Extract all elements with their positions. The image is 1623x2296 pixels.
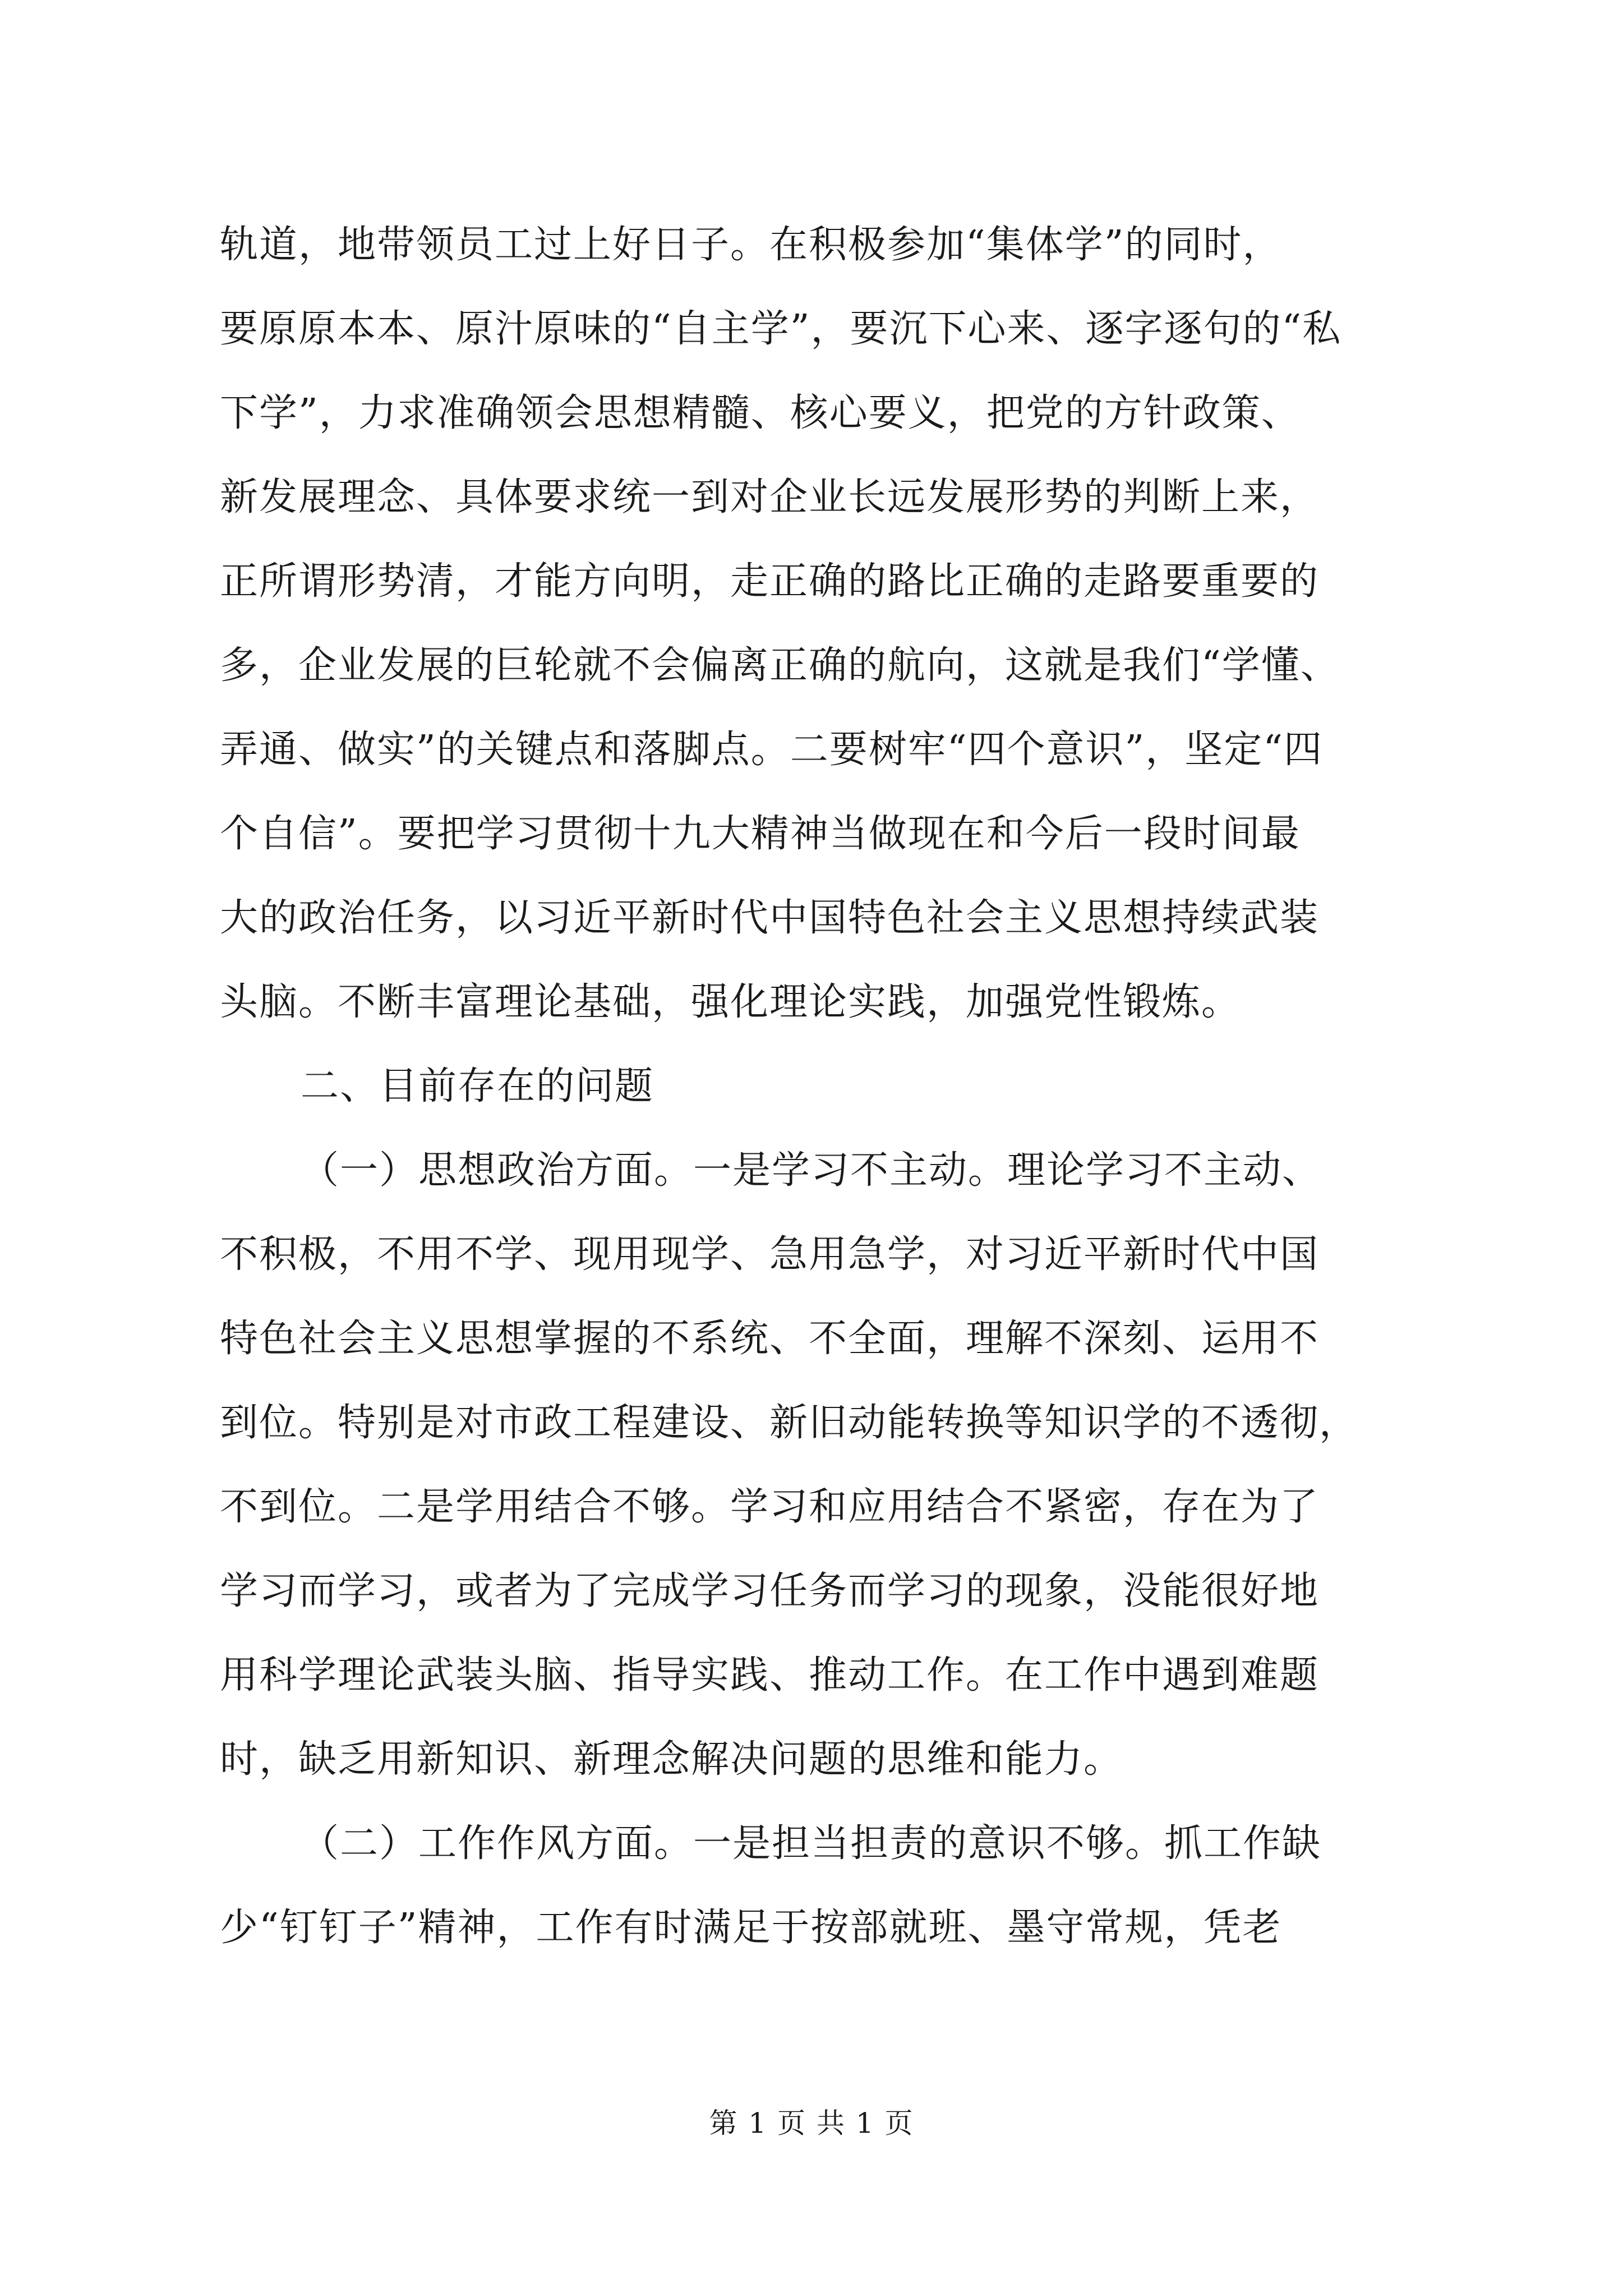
text-line: 新发展理念、具体要求统一到对企业长远发展形势的判断上来， [220,475,1320,519]
text-line: 个自信”。要把学习贯彻十九大精神当做现在和今后一段时间最 [220,812,1301,856]
text-line: 多，企业发展的巨轮就不会偏离正确的航向，这就是我们“学懂、 [220,643,1340,688]
text-line: 头脑。不断丰富理论基础，强化理论实践，加强党性锻炼。 [220,980,1241,1024]
subsection-start-line: （二）工作作风方面。一是担当担责的意识不够。抓工作缺 [301,1821,1322,1866]
text-line: 到位。特别是对市政工程建设、新旧动能转换等知识学的不透彻， [220,1401,1359,1445]
subsection-start-line: （一）思想政治方面。一是学习不主动。理论学习不主动、 [301,1148,1322,1193]
text-line: 用科学理论武装头脑、指导实践、推动工作。在工作中遇到难题 [220,1653,1320,1697]
text-line: 弄通、做实”的关键点和落脚点。二要树牢“四个意识”，坚定“四 [220,728,1324,772]
text-line: 大的政治任务，以习近平新时代中国特色社会主义思想持续武装 [220,896,1320,940]
text-line: 要原原本本、原汁原味的“自主学”，要沉下心来、逐字逐句的“私 [220,307,1342,351]
text-line: 正所谓形势清，才能方向明，走正确的路比正确的走路要重要的 [220,559,1320,604]
text-line: 不积极，不用不学、现用现学、急用急学，对习近平新时代中国 [220,1232,1320,1277]
section-heading: 二、目前存在的问题 [301,1064,654,1108]
page-number-footer: 第 1 页 共 1 页 [709,2107,914,2139]
text-line: 特色社会主义思想掌握的不系统、不全面，理解不深刻、运用不 [220,1317,1320,1361]
body-text [220,203,1426,1970]
text-line: 学习而学习，或者为了完成学习任务而学习的现象，没能很好地 [220,1569,1320,1613]
text-line: 轨道，地带领员工过上好日子。在积极参加“集体学”的同时， [220,223,1282,267]
text-line: 不到位。二是学用结合不够。学习和应用结合不紧密，存在为了 [220,1485,1320,1529]
text-line: 少“钉钉子”精神，工作有时满足于按部就班、墨守常规，凭老 [220,1906,1282,1950]
text-line: 下学”，力求准确领会思想精髓、核心要义，把党的方针政策、 [220,391,1301,435]
text-line: 时，缺乏用新知识、新理念解决问题的思维和能力。 [220,1737,1123,1782]
